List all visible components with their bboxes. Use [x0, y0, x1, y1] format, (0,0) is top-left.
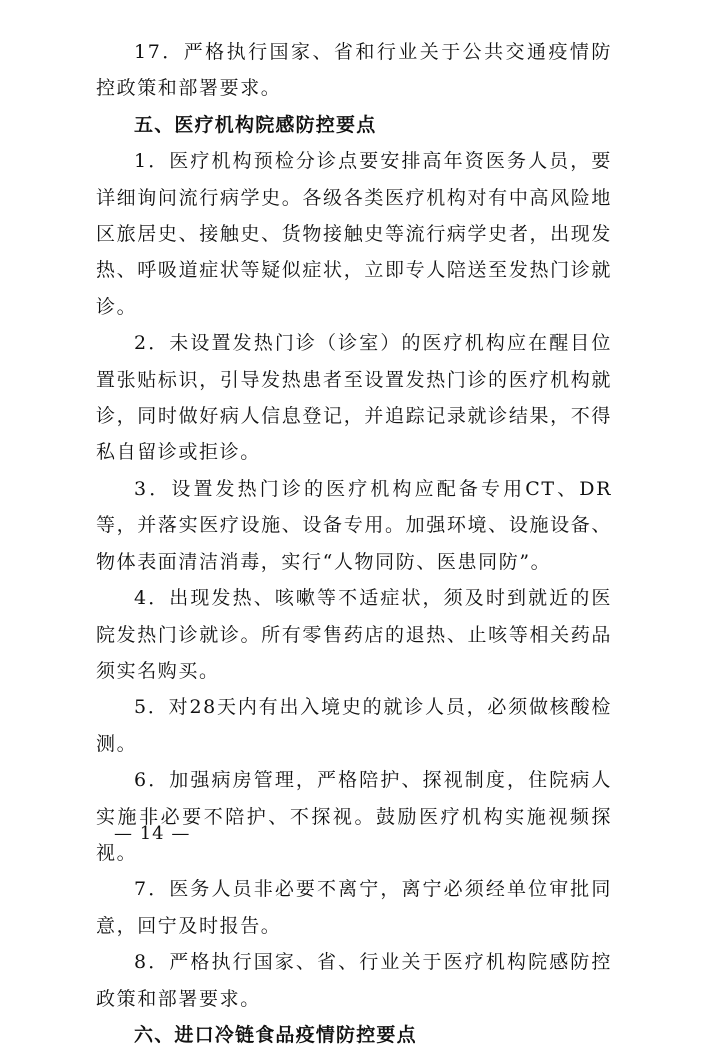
- paragraph-item-1: 1．医疗机构预检分诊点要安排高年资医务人员，要详细询问流行病学史。各级各类医疗机构对有中高风险地区旅居史、接触史、货物接触史等流行病学史者，出现发热、呼吸道症状等疑似症状，立即专人陪送至发热门诊就诊。: [96, 150, 612, 318]
- section-heading-5: 五、医疗机构院感防控要点: [134, 113, 377, 136]
- paragraph-item-3: 3．设置发热门诊的医疗机构应配备专用CT、DR等，并落实医疗设施、设备专用。加强环境、设施设备、物体表面清洁消毒，实行“人物同防、医患同防”。: [96, 477, 612, 573]
- paragraph-item-5: 5．对28天内有出入境史的就诊人员，必须做核酸检测。: [96, 696, 612, 755]
- paragraph-item-17: 17．严格执行国家、省和行业关于公共交通疫情防控政策和部署要求。: [96, 41, 612, 100]
- paragraph-item-6: 6．加强病房管理，严格陪护、探视制度，住院病人实施非必要不陪护、不探视。鼓励医疗机构实施视频探视。: [96, 769, 612, 864]
- document-body: [96, 34, 612, 1053]
- paragraph-item-2: 2．未设置发热门诊（诊室）的医疗机构应在醒目位置张贴标识，引导发热患者至设置发热门诊的医疗机构就诊，同时做好病人信息登记，并追踪记录就诊结果，不得私自留诊或拒诊。: [96, 332, 612, 464]
- paragraph-item-4: 4．出现发热、咳嗽等不适症状，须及时到就近的医院发热门诊就诊。所有零售药店的退热、止咳等相关药品须实名购买。: [96, 587, 612, 682]
- paragraph-item-7: 7．医务人员非必要不离宁，离宁必须经单位审批同意，回宁及时报告。: [96, 878, 612, 937]
- paragraph-item-8: 8．严格执行国家、省、行业关于医疗机构院感防控政策和部署要求。: [96, 951, 612, 1010]
- section-heading-6: 六、进口冷链食品疫情防控要点: [134, 1023, 417, 1046]
- page-number: — 14 —: [114, 823, 191, 844]
